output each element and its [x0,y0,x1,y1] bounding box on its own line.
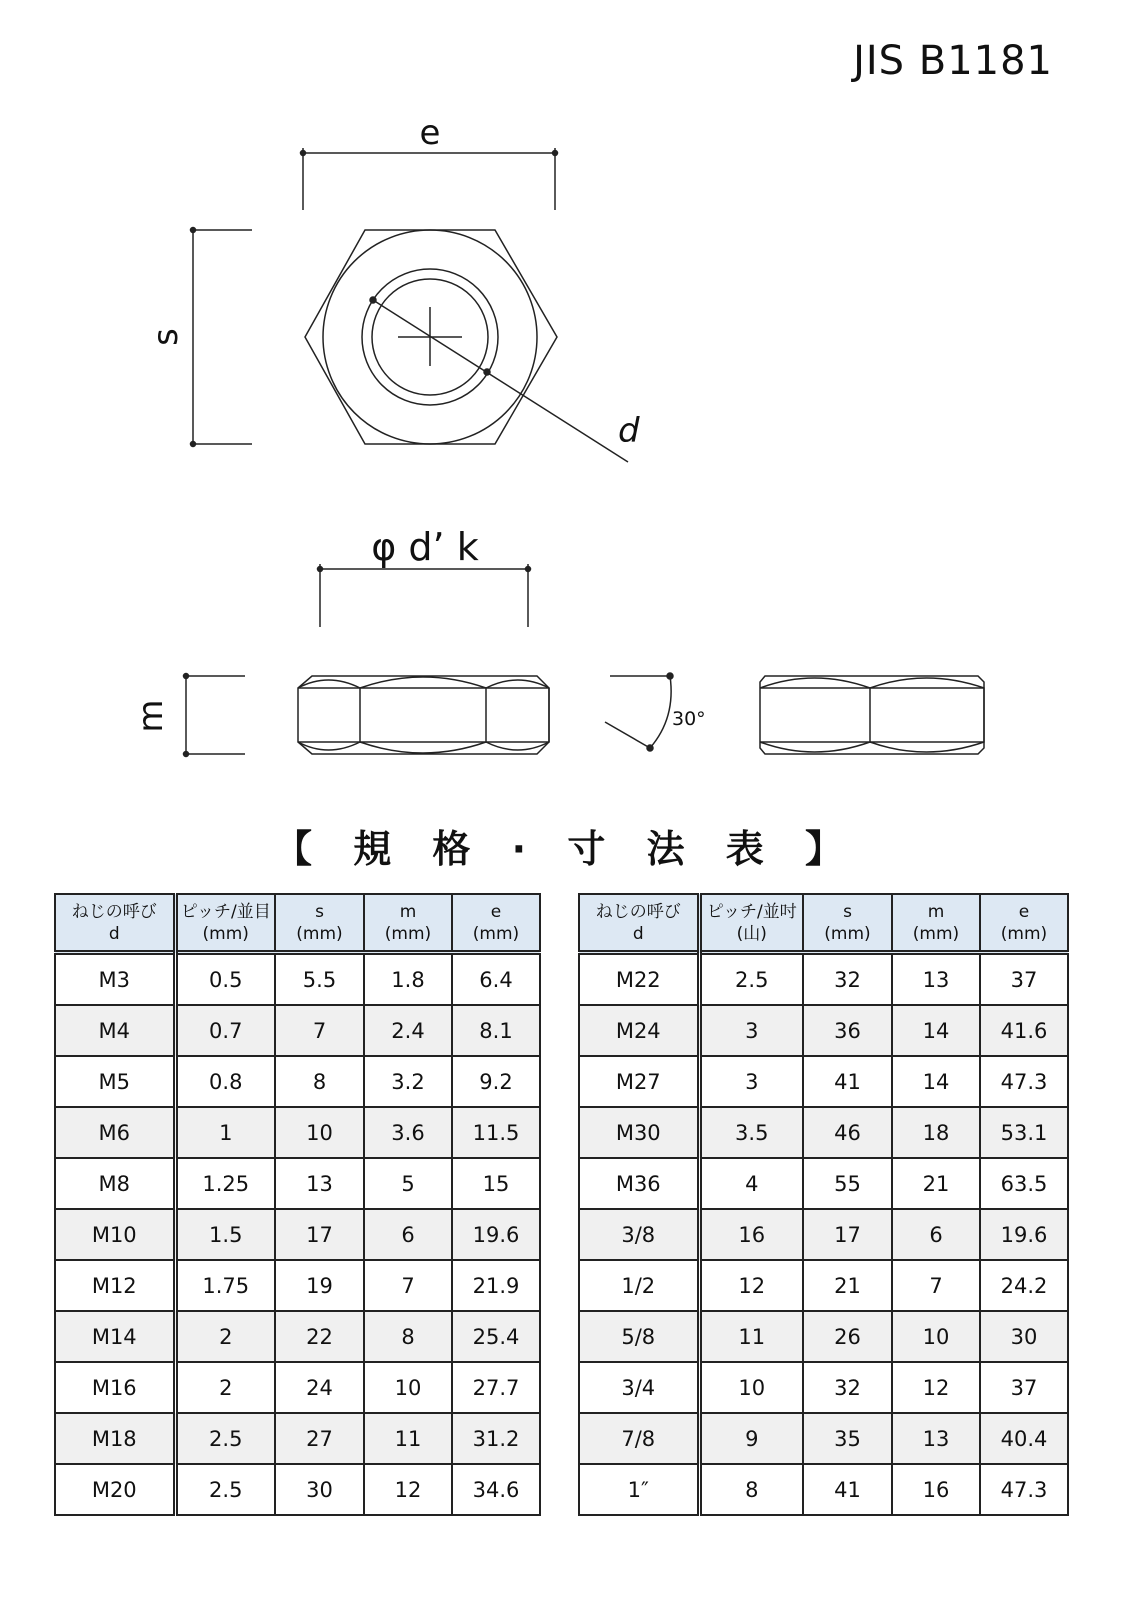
cell-m-height: 8 [364,1311,452,1362]
cell-e-width: 21.9 [452,1260,540,1311]
cell-s-width: 8 [275,1056,364,1107]
table-row [55,1107,540,1158]
cell-m-height: 3.2 [364,1056,452,1107]
cell-e-width: 63.5 [980,1158,1068,1209]
cell-s-width: 41 [803,1056,892,1107]
header-unit: (mm) [824,923,871,944]
cell-m-height: 6 [892,1209,980,1260]
cell-nominal-size: M30 [579,1107,699,1158]
cell-s-width: 35 [803,1413,892,1464]
cell-pitch: 9 [699,1413,803,1464]
spec-table-metric-large-inch [578,893,1069,1516]
cell-m-height: 13 [892,1413,980,1464]
cell-s-width: 24 [275,1362,364,1413]
table-header-row [55,894,540,953]
cell-m-height: 13 [892,953,980,1006]
header-unit: d [108,923,120,944]
table-row [55,1056,540,1107]
dimension-m [184,674,246,757]
standard-number: JIS B1181 [853,38,1053,84]
cell-e-width: 41.6 [980,1005,1068,1056]
cell-nominal-size: M14 [55,1311,175,1362]
header-label: ねじの呼び [595,901,681,922]
dimension-e [301,148,558,210]
dimension-s [191,228,253,447]
cell-e-width: 40.4 [980,1413,1068,1464]
cell-m-height: 7 [364,1260,452,1311]
cell-pitch: 4 [699,1158,803,1209]
cell-m-height: 18 [892,1107,980,1158]
cell-pitch: 10 [699,1362,803,1413]
cell-m-height: 6 [364,1209,452,1260]
cell-m-height: 1.8 [364,953,452,1006]
header-e-width [452,894,540,953]
header-label: ピッチ/並目 [180,901,271,922]
cell-s-width: 32 [803,1362,892,1413]
cell-pitch: 2 [175,1311,275,1362]
header-label: e [490,901,502,922]
dimension-dk [318,564,531,627]
cell-e-width: 37 [980,1362,1068,1413]
table-row [579,1158,1068,1209]
cell-nominal-size: M6 [55,1107,175,1158]
cell-m-height: 14 [892,1056,980,1107]
cell-e-width: 19.6 [980,1209,1068,1260]
cell-pitch: 3 [699,1005,803,1056]
cell-s-width: 21 [803,1260,892,1311]
cell-m-height: 21 [892,1158,980,1209]
cell-pitch: 3 [699,1056,803,1107]
cell-e-width: 15 [452,1158,540,1209]
cell-s-width: 26 [803,1311,892,1362]
cell-e-width: 27.7 [452,1362,540,1413]
table-row [579,1260,1068,1311]
cell-s-width: 32 [803,953,892,1006]
header-unit: (mm) [1000,923,1048,944]
cell-pitch: 1.25 [175,1158,275,1209]
cell-e-width: 53.1 [980,1107,1068,1158]
table-title: 【 規 格 · 寸 法 表 】 [273,827,858,871]
header-e-width [980,894,1068,953]
header-s-width [275,894,364,953]
cell-nominal-size: M20 [55,1464,175,1515]
cell-e-width: 9.2 [452,1056,540,1107]
cell-s-width: 30 [275,1464,364,1515]
table-row [55,1209,540,1260]
header-label: s [315,901,324,922]
table-row [55,1464,540,1515]
cell-m-height: 10 [892,1311,980,1362]
label-d: d [618,411,640,451]
cell-nominal-size: 7/8 [579,1413,699,1464]
header-unit: (mm) [296,923,343,944]
cell-pitch: 1 [175,1107,275,1158]
cell-nominal-size: M16 [55,1362,175,1413]
cell-nominal-size: M3 [55,953,175,1006]
cell-nominal-size: 5/8 [579,1311,699,1362]
cell-pitch: 0.8 [175,1056,275,1107]
header-m-height [364,894,452,953]
table-row [55,1311,540,1362]
cell-s-width: 41 [803,1464,892,1515]
cell-pitch: 8 [699,1464,803,1515]
cell-s-width: 17 [275,1209,364,1260]
cell-nominal-size: 1″ [579,1464,699,1515]
table-row [579,953,1068,1006]
cell-e-width: 37 [980,953,1068,1006]
header-nominal-size [579,894,699,953]
cell-m-height: 12 [892,1362,980,1413]
cell-s-width: 46 [803,1107,892,1158]
header-label: ねじの呼び [71,901,157,922]
cell-s-width: 19 [275,1260,364,1311]
cell-pitch: 0.7 [175,1005,275,1056]
cell-s-width: 10 [275,1107,364,1158]
header-s-width [803,894,892,953]
table-row [579,1464,1068,1515]
table-header-row [579,894,1068,953]
cell-m-height: 10 [364,1362,452,1413]
cell-e-width: 8.1 [452,1005,540,1056]
cell-s-width: 22 [275,1311,364,1362]
cell-s-width: 7 [275,1005,364,1056]
cell-pitch: 3.5 [699,1107,803,1158]
cell-s-width: 17 [803,1209,892,1260]
cell-s-width: 27 [275,1413,364,1464]
table-row [55,1158,540,1209]
table-row [55,1362,540,1413]
label-dk: φ d’ k [371,525,479,569]
cell-pitch: 16 [699,1209,803,1260]
cell-nominal-size: M36 [579,1158,699,1209]
cell-nominal-size: M4 [55,1005,175,1056]
table-row [55,1005,540,1056]
cell-nominal-size: M22 [579,953,699,1006]
header-unit: (mm) [202,923,249,944]
cell-m-height: 7 [892,1260,980,1311]
nut-top-view [305,230,628,462]
cell-nominal-size: M8 [55,1158,175,1209]
cell-s-width: 13 [275,1158,364,1209]
table-row [55,1413,540,1464]
cell-e-width: 19.6 [452,1209,540,1260]
cell-e-width: 25.4 [452,1311,540,1362]
header-pitch [175,894,275,953]
cell-s-width: 55 [803,1158,892,1209]
cell-e-width: 11.5 [452,1107,540,1158]
cell-m-height: 16 [892,1464,980,1515]
cell-m-height: 14 [892,1005,980,1056]
table-row [579,1209,1068,1260]
label-m: m [131,699,171,733]
header-label: ピッチ/並吋 [706,901,797,922]
header-pitch [699,894,803,953]
cell-pitch: 1.5 [175,1209,275,1260]
table-row [55,1260,540,1311]
table-row [55,953,540,1006]
cell-pitch: 2 [175,1362,275,1413]
header-unit: d [632,923,644,944]
cell-nominal-size: M24 [579,1005,699,1056]
cell-pitch: 2.5 [175,1413,275,1464]
cell-nominal-size: M10 [55,1209,175,1260]
cell-s-width: 36 [803,1005,892,1056]
cell-pitch: 2.5 [699,953,803,1006]
table-row [579,1362,1068,1413]
header-label: m [399,901,417,922]
table-row [579,1005,1068,1056]
cell-pitch: 2.5 [175,1464,275,1515]
cell-nominal-size: 1/2 [579,1260,699,1311]
cell-nominal-size: M27 [579,1056,699,1107]
cell-m-height: 5 [364,1158,452,1209]
cell-nominal-size: M12 [55,1260,175,1311]
cell-e-width: 31.2 [452,1413,540,1464]
header-m-height [892,894,980,953]
cell-m-height: 11 [364,1413,452,1464]
cell-nominal-size: 3/8 [579,1209,699,1260]
cell-m-height: 2.4 [364,1005,452,1056]
cell-e-width: 47.3 [980,1056,1068,1107]
header-unit: (mm) [472,923,520,944]
cell-nominal-size: M18 [55,1413,175,1464]
header-nominal-size [55,894,175,953]
label-e: e [419,113,441,153]
cell-pitch: 12 [699,1260,803,1311]
spec-table-metric-small [54,893,541,1516]
cell-nominal-size: 3/4 [579,1362,699,1413]
nut-side-view-corners [298,676,549,754]
label-s: s [146,328,186,346]
cell-pitch: 0.5 [175,953,275,1006]
header-unit: (山) [736,923,767,944]
table-row [579,1056,1068,1107]
cell-m-height: 3.6 [364,1107,452,1158]
header-label: m [927,901,945,922]
nut-side-view-flats [760,676,984,754]
table-row [579,1107,1068,1158]
cell-s-width: 5.5 [275,953,364,1006]
header-label: s [843,901,852,922]
cell-e-width: 6.4 [452,953,540,1006]
cell-nominal-size: M5 [55,1056,175,1107]
header-label: e [1018,901,1030,922]
chamfer-angle-indicator [605,673,673,751]
cell-m-height: 12 [364,1464,452,1515]
header-unit: (mm) [384,923,432,944]
header-unit: (mm) [912,923,960,944]
cell-e-width: 47.3 [980,1464,1068,1515]
cell-pitch: 1.75 [175,1260,275,1311]
cell-e-width: 24.2 [980,1260,1068,1311]
table-row [579,1413,1068,1464]
table-row [579,1311,1068,1362]
cell-pitch: 11 [699,1311,803,1362]
label-angle: 30° [672,708,706,730]
cell-e-width: 30 [980,1311,1068,1362]
cell-e-width: 34.6 [452,1464,540,1515]
